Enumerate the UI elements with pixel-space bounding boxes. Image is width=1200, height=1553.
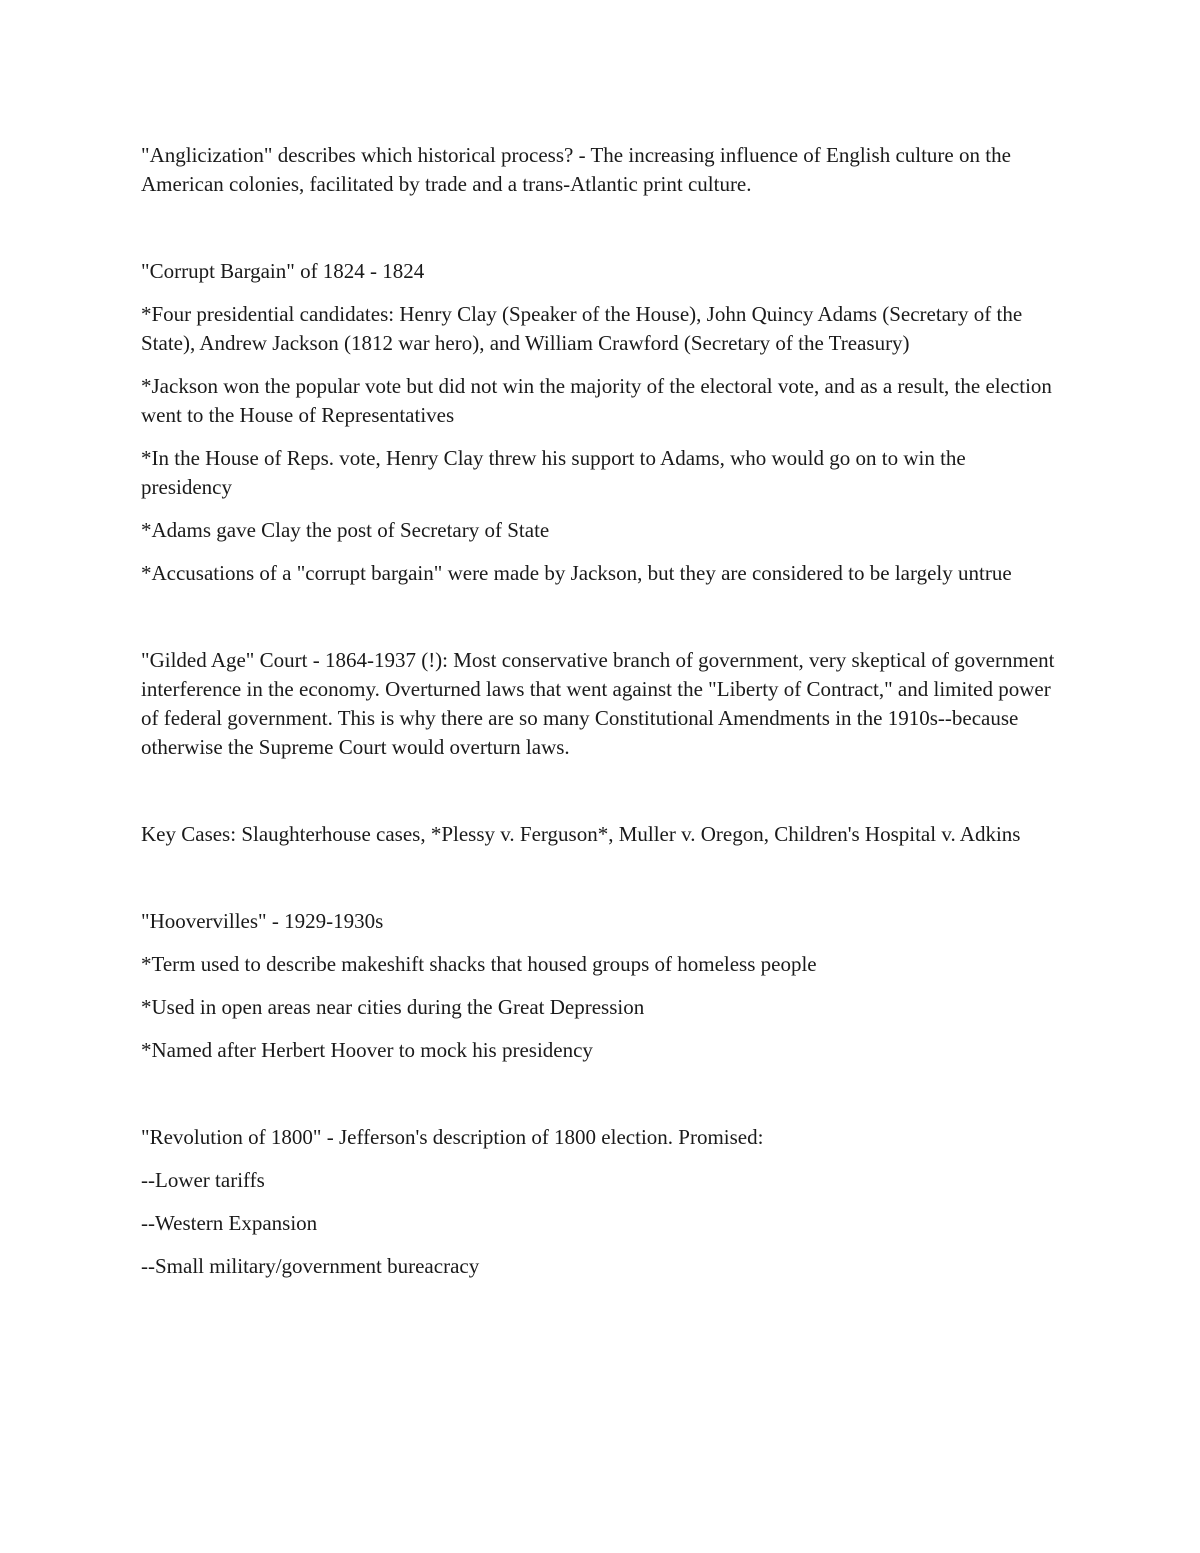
paragraph-corrupt-bargain-candidates: *Four presidential candidates: Henry Clay (Speaker of the House), John Quincy Adams (Secretary of the State), Andrew Jackson (1812 war hero), and William Crawford (Secretary of the Treasury) [141,302,1023,355]
paragraph-revolution-tariffs: --Lower tariffs [141,1168,265,1192]
paragraph-corrupt-bargain-heading: "Corrupt Bargain" of 1824 - 1824 [141,259,425,283]
paragraph-anglicization: "Anglicization" describes which historical process? - The increasing influence of English culture on the American colonies, facilitated by trade and a trans-Atlantic print culture. [141,143,1011,196]
paragraph-corrupt-bargain-accusations: *Accusations of a "corrupt bargain" were made by Jackson, but they are considered to be largely untrue [141,561,1012,585]
paragraph-hoovervilles-heading: "Hoovervilles" - 1929-1930s [141,909,384,933]
paragraph-revolution-1800: "Revolution of 1800" - Jefferson's description of 1800 election. Promised: [141,1125,764,1149]
document-body [141,141,1061,1281]
paragraph-corrupt-bargain-popular-vote: *Jackson won the popular vote but did not win the majority of the electoral vote, and as a result, the election went to the House of Representatives [141,374,1052,427]
paragraph-hoovervilles-term: *Term used to describe makeshift shacks that housed groups of homeless people [141,952,817,976]
paragraph-hoovervilles-named: *Named after Herbert Hoover to mock his presidency [141,1038,593,1062]
paragraph-key-cases: Key Cases: Slaughterhouse cases, *Plessy v. Ferguson*, Muller v. Oregon, Children's Hospital v. Adkins [141,822,1021,846]
paragraph-revolution-military: --Small military/government bureacracy [141,1254,480,1278]
paragraph-corrupt-bargain-house-vote: *In the House of Reps. vote, Henry Clay threw his support to Adams, who would go on to win the presidency [141,446,966,499]
paragraph-gilded-age-court: "Gilded Age" Court - 1864-1937 (!): Most conservative branch of government, very skeptical of government interference in the economy. Overturned laws that went against the "Liberty of Contract," and limited power of federal government. This is why there are so many Constitutional Amendments in the 1910s--because otherwise the Supreme Court would overturn laws. [141,648,1055,759]
paragraph-revolution-expansion: --Western Expansion [141,1211,318,1235]
paragraph-corrupt-bargain-secretary: *Adams gave Clay the post of Secretary of State [141,518,550,542]
paragraph-hoovervilles-used: *Used in open areas near cities during the Great Depression [141,995,645,1019]
